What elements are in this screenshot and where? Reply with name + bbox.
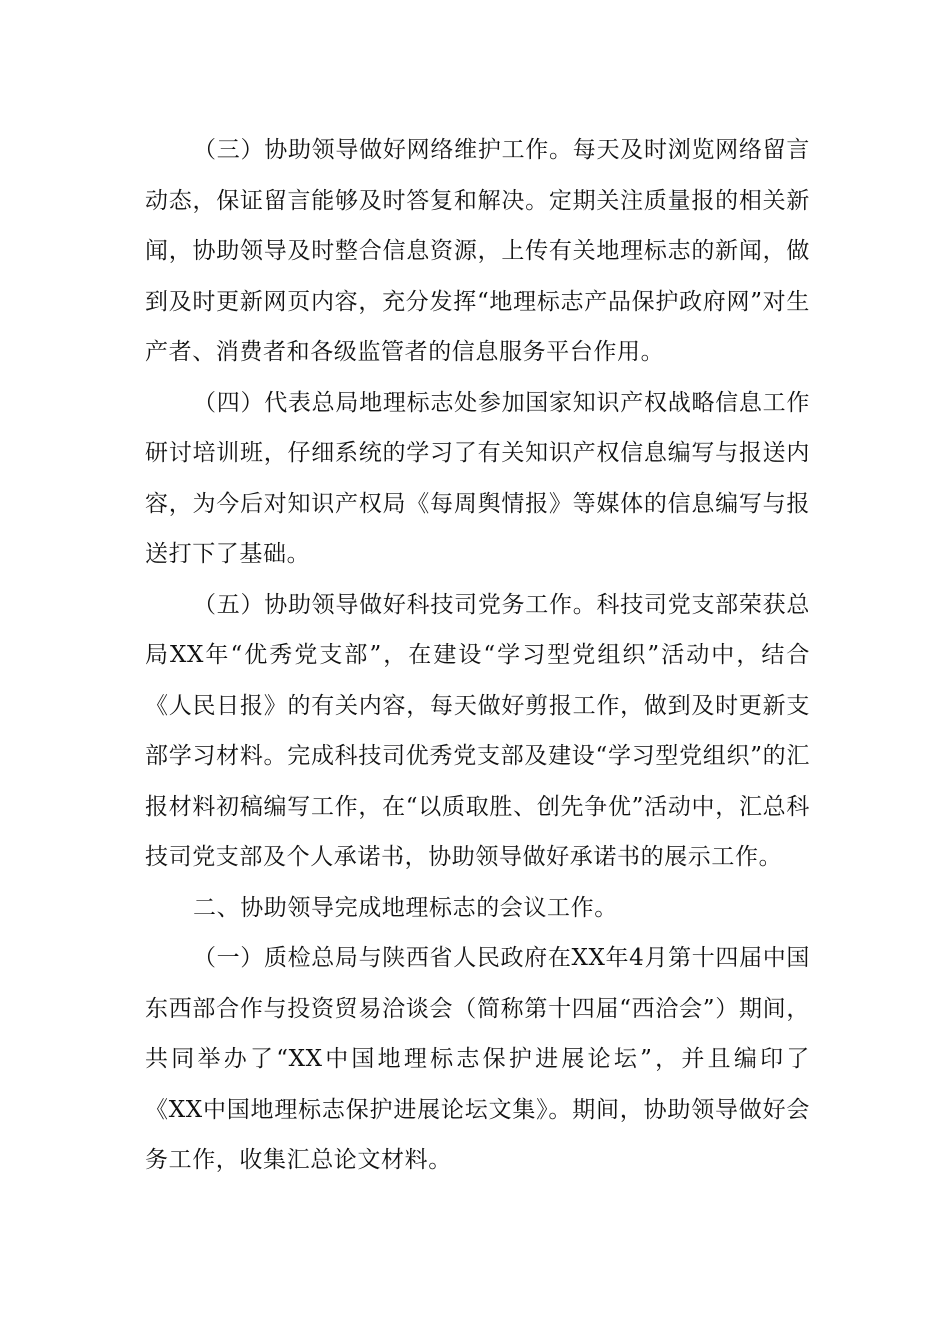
paragraph-network-maintenance: （三）协助领导做好网络维护工作。每天及时浏览网络留言动态，保证留言能够及时答复和解决。定期关注质量报的相关新闻，协助领导及时整合信息资源，上传有关地理标志的新闻，做到及时更新网页内容，充分发挥“地理标志产品保护政府网”对生产者、消费者和各级监管者的信息服务平台作用。 <box>145 137 810 365</box>
paragraph-ip-training: （四）代表总局地理标志处参加国家知识产权战略信息工作研讨培训班，仔细系统的学习了有关知识产权信息编写与报送内容，为今后对知识产权局《每周舆情报》等媒体的信息编写与报送打下了基础。 <box>145 389 810 567</box>
document-body <box>145 125 810 1186</box>
section-heading-meetings: 二、协助领导完成地理标志的会议工作。 <box>193 894 618 921</box>
paragraph-forum: （一）质检总局与陕西省人民政府在XX年4月第十四届中国东西部合作与投资贸易洽谈会（简称第十四届“西洽会”）期间，共同举办了“XX中国地理标志保护进展论坛”，并且编印了 《XX中国地理标志保护进展论坛文集》。期间，协助领导做好会务工作，收集汇总论文材料。 <box>145 945 810 1173</box>
paragraph-party-affairs: （五）协助领导做好科技司党务工作。科技司党支部荣获总局XX年“优秀党支部”，在建设“学习型党组织”活动中，结合《人民日报》的有关内容，每天做好剪报工作，做到及时更新支部学习材料。完成科技司优秀党支部及建设“学习型党组织”的汇报材料初稿编写工作，在“以质取胜、创先争优”活动中，汇总科技司党支部及个人承诺书，协助领导做好承诺书的展示工作。 <box>145 591 810 870</box>
